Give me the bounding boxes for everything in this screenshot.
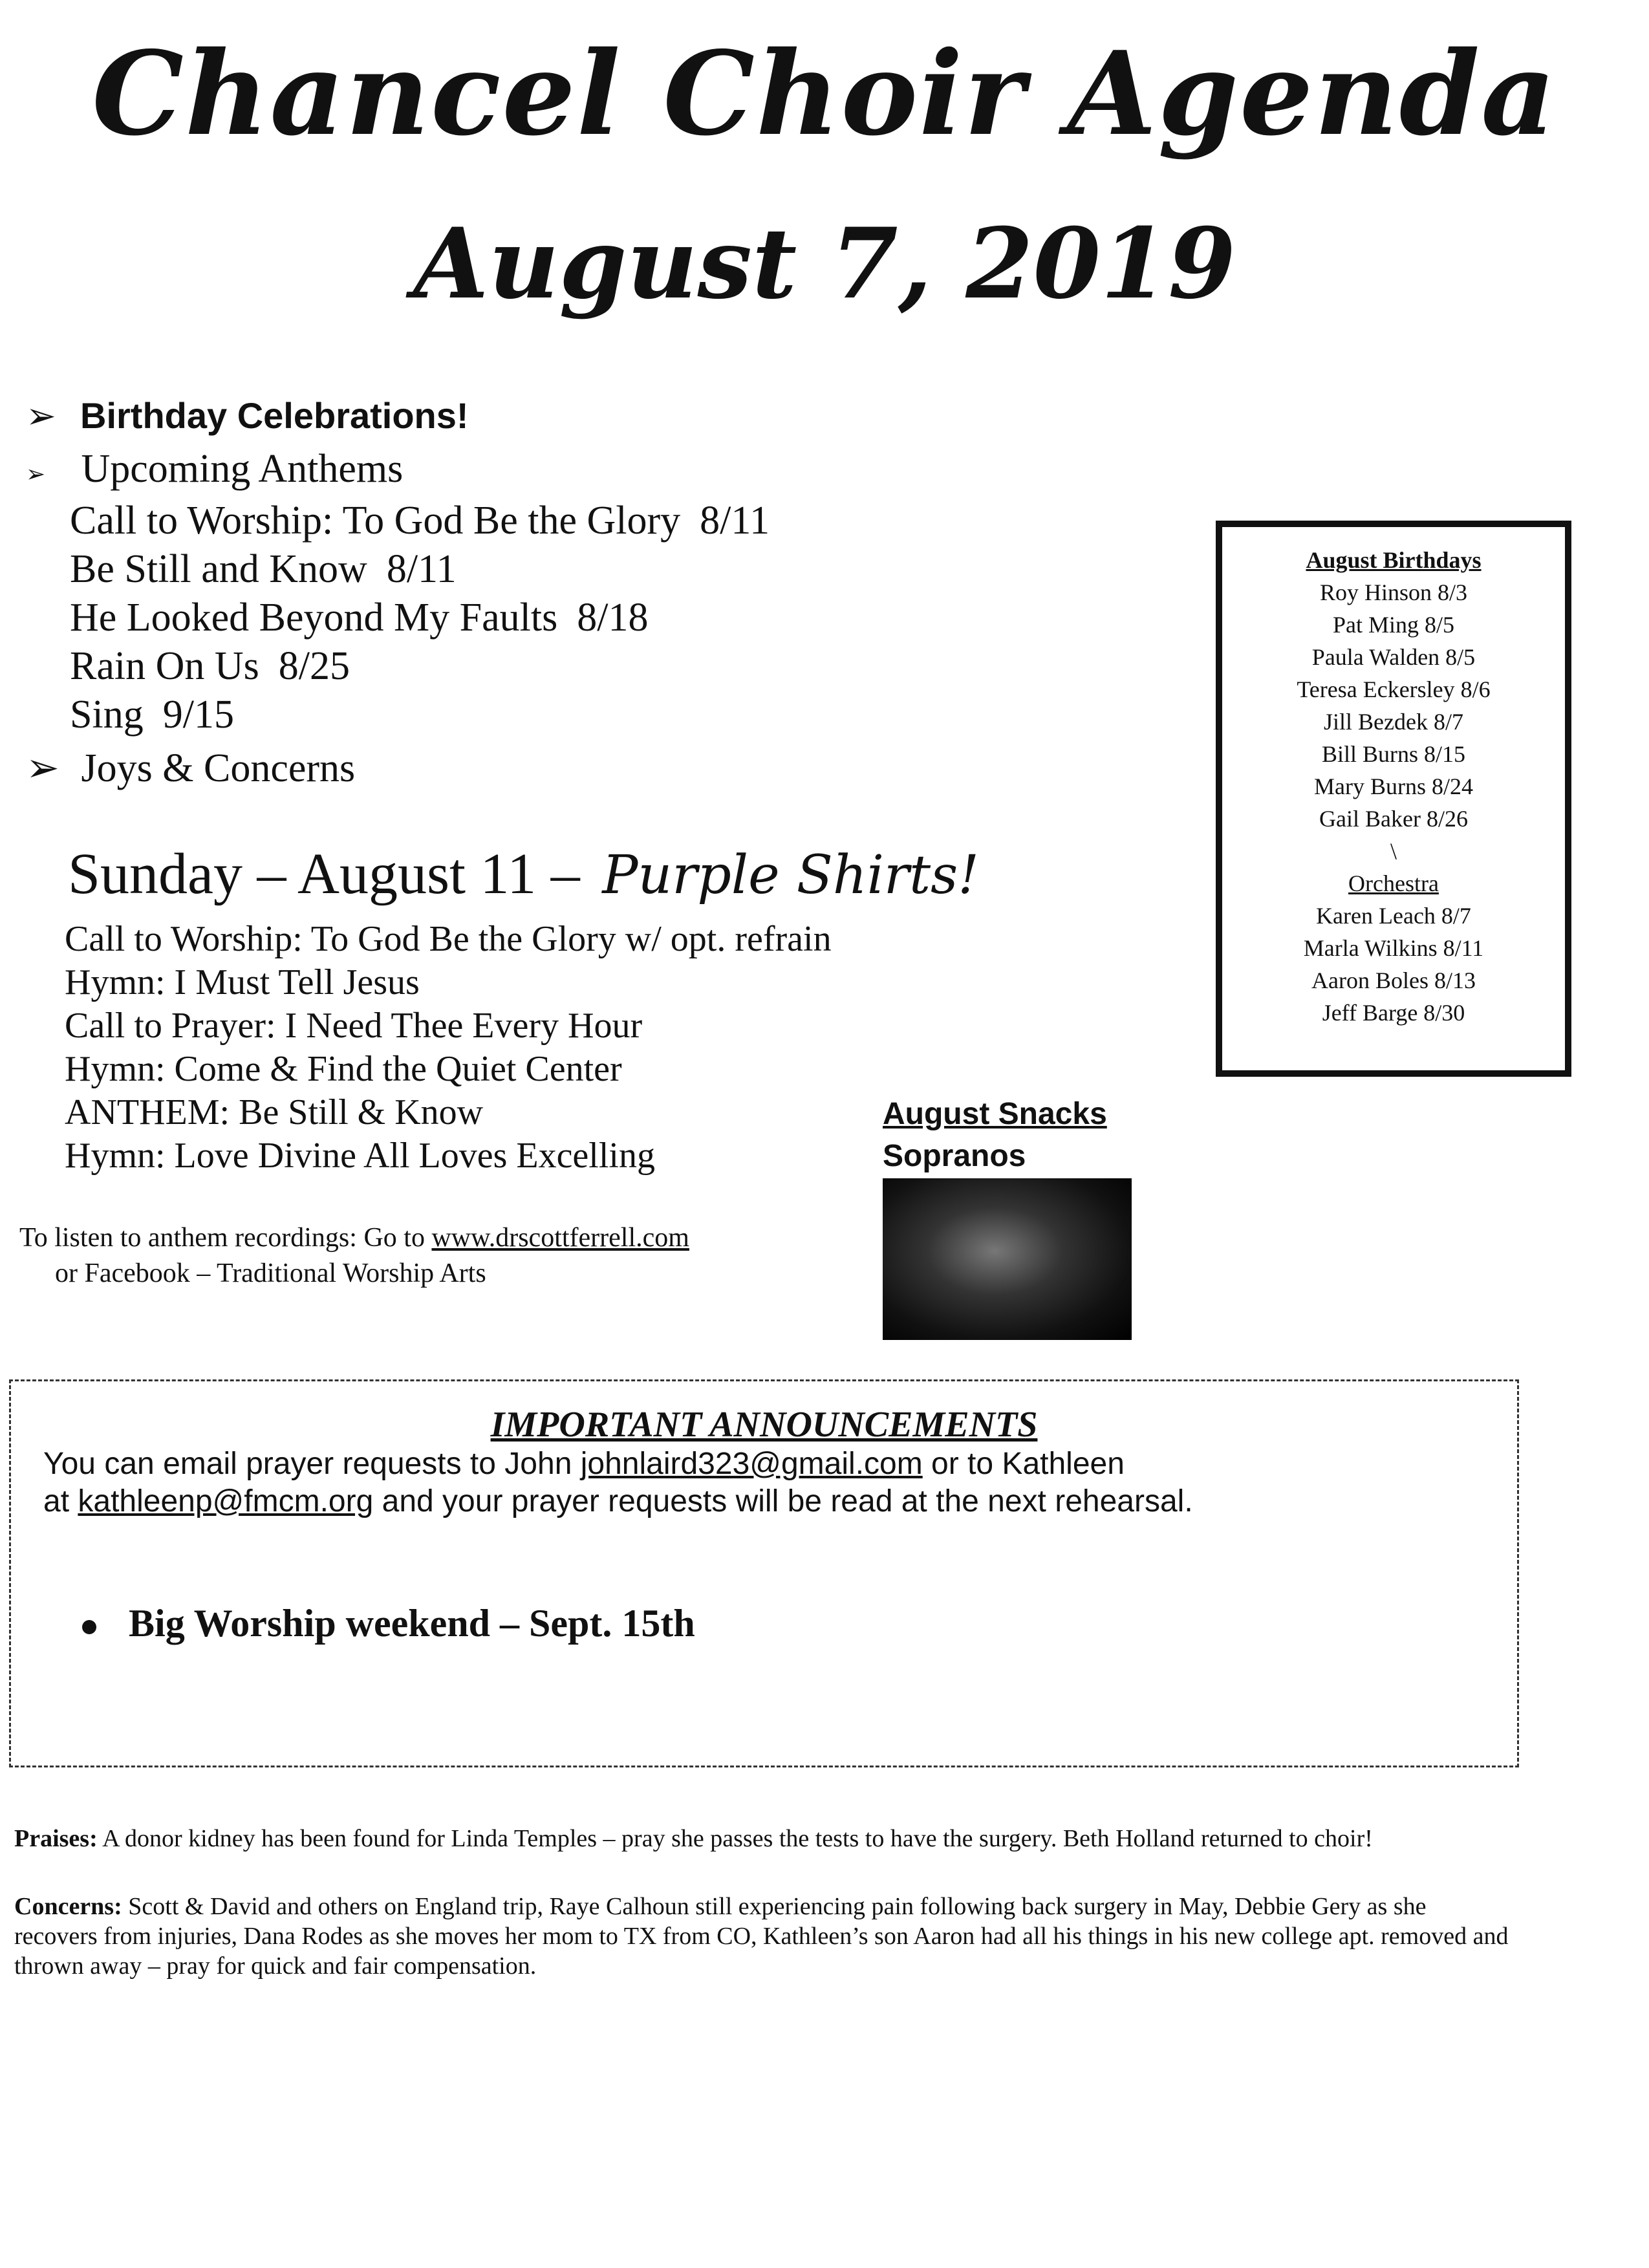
arrow-bullet-icon: ➢ <box>26 396 56 437</box>
purple-shirts-note: Purple Shirts! <box>602 845 980 906</box>
john-email-link[interactable]: johnlaird323@gmail.com <box>580 1447 923 1481</box>
anthem-item <box>70 546 457 592</box>
birthday-entry: Teresa Eckersley 8/6 <box>1297 676 1491 702</box>
anthem-item <box>70 643 350 689</box>
page-date: August 7, 2019 <box>413 207 1236 321</box>
snack-photo <box>883 1178 1132 1340</box>
sunday-heading-text: Sunday – August 11 – <box>68 842 580 906</box>
sunday-order-item: Hymn: Come & Find the Quiet Center <box>65 1049 622 1089</box>
anthem-title: Be Still and Know <box>70 547 367 591</box>
anthem-item <box>70 595 649 641</box>
kathleen-email-link[interactable]: kathleenp@fmcm.org <box>78 1484 374 1518</box>
bullet-dot-icon <box>82 1620 96 1634</box>
snacks-group: Sopranos <box>883 1139 1026 1173</box>
birthday-entry: Roy Hinson 8/3 <box>1319 579 1468 605</box>
concerns-label: Concerns: <box>14 1893 122 1920</box>
praises-label: Praises: <box>14 1825 98 1852</box>
arrow-bullet-icon: ➢ <box>26 746 59 790</box>
agenda-item-birthdays <box>26 394 469 437</box>
anthem-title: He Looked Beyond My Faults <box>70 596 558 640</box>
birthday-entry: Jill Bezdek 8/7 <box>1324 709 1463 735</box>
anthem-title: Rain On Us <box>70 644 259 688</box>
announcement-line2-suffix: and your prayer requests will be read at the next rehearsal. <box>373 1484 1193 1518</box>
announcement-line1-prefix: You can email prayer requests to John <box>43 1447 581 1481</box>
orchestra-birthday-entry: Karen Leach 8/7 <box>1316 903 1471 929</box>
announcement-email-line-1 <box>43 1446 1125 1482</box>
recordings-line-2: or Facebook – Traditional Worship Arts <box>55 1258 486 1288</box>
arrow-bullet-icon: ➢ <box>26 461 46 487</box>
announcement-line2-prefix: at <box>43 1484 78 1518</box>
announcement-bullet-text: Big Worship weekend – Sept. 15th <box>129 1602 695 1645</box>
recordings-line-1 <box>19 1222 689 1253</box>
birthday-entry: Gail Baker 8/26 <box>1319 806 1468 832</box>
announcement-bullet <box>82 1601 695 1646</box>
announcement-line1-suffix: or to Kathleen <box>922 1447 1125 1481</box>
announcement-email-line-2 <box>43 1484 1193 1519</box>
concerns-text: Scott & David and others on England trip, Raye Calhoun still experiencing pain following back surgery in May, Debbie Gery as she recovers from injuries, Dana Rodes as she moves her mom to TX from CO, Kathleen’s son Aaron had all his things in his new college apt. removed and thrown away – pray for quick and fair compensation. <box>14 1893 1509 1980</box>
upcoming-anthems-label: Upcoming Anthems <box>81 447 404 491</box>
agenda-item-joys-concerns <box>26 744 355 792</box>
orchestra-title: Orchestra <box>1348 870 1439 896</box>
anthem-date: 8/18 <box>577 596 649 640</box>
orchestra-birthday-entry: Aaron Boles 8/13 <box>1311 967 1476 993</box>
agenda-item-upcoming-anthems <box>26 446 403 492</box>
birthdays-title: August Birthdays <box>1306 547 1482 573</box>
anthem-date: 8/25 <box>278 644 350 688</box>
page-title: Chancel Choir Agenda <box>92 26 1557 161</box>
recordings-prefix: To listen to anthem recordings: Go to <box>19 1223 432 1253</box>
sunday-order-item: Hymn: Love Divine All Loves Excelling <box>65 1136 655 1176</box>
anthem-title: Sing <box>70 693 144 737</box>
birthday-entry: Paula Walden 8/5 <box>1311 644 1476 670</box>
anthem-date: 8/11 <box>700 499 770 543</box>
praises-text: A donor kidney has been found for Linda Temples – pray she passes the tests to have the surgery. Beth Holland returned to choir! <box>102 1825 1373 1852</box>
announcements-title: IMPORTANT ANNOUNCEMENTS <box>490 1405 1038 1445</box>
orchestra-birthday-entry: Jeff Barge 8/30 <box>1322 1000 1465 1026</box>
orchestra-birthday-entry: Marla Wilkins 8/11 <box>1303 935 1484 961</box>
anthem-date: 8/11 <box>386 547 457 591</box>
birthday-entry: Bill Burns 8/15 <box>1321 741 1466 767</box>
sunday-heading <box>68 841 979 907</box>
birthday-entry: Mary Burns 8/24 <box>1314 773 1473 799</box>
anthem-item <box>70 498 770 544</box>
birthday-entry: Pat Ming 8/5 <box>1332 612 1454 638</box>
praises-paragraph <box>14 1824 1514 1853</box>
birthdays-separator: \ <box>1390 838 1397 864</box>
sunday-order-item: Hymn: I Must Tell Jesus <box>65 962 420 1002</box>
anthem-date: 9/15 <box>162 693 234 737</box>
birthdays-box <box>1216 521 1571 1077</box>
birthday-celebrations-label: Birthday Celebrations! <box>80 395 469 436</box>
sunday-order-item: Call to Worship: To God Be the Glory w/ opt. refrain <box>65 919 832 959</box>
announcements-box <box>9 1379 1519 1767</box>
sunday-order-item: Call to Prayer: I Need Thee Every Hour <box>65 1006 643 1046</box>
sunday-order-item: ANTHEM: Be Still & Know <box>65 1092 484 1132</box>
joys-concerns-label: Joys & Concerns <box>81 746 356 790</box>
anthem-title: Call to Worship: To God Be the Glory <box>70 499 681 543</box>
concerns-paragraph <box>14 1892 1514 1981</box>
recordings-link[interactable]: www.drscottferrell.com <box>431 1223 689 1253</box>
anthem-item <box>70 692 234 738</box>
snacks-title: August Snacks <box>883 1097 1107 1131</box>
